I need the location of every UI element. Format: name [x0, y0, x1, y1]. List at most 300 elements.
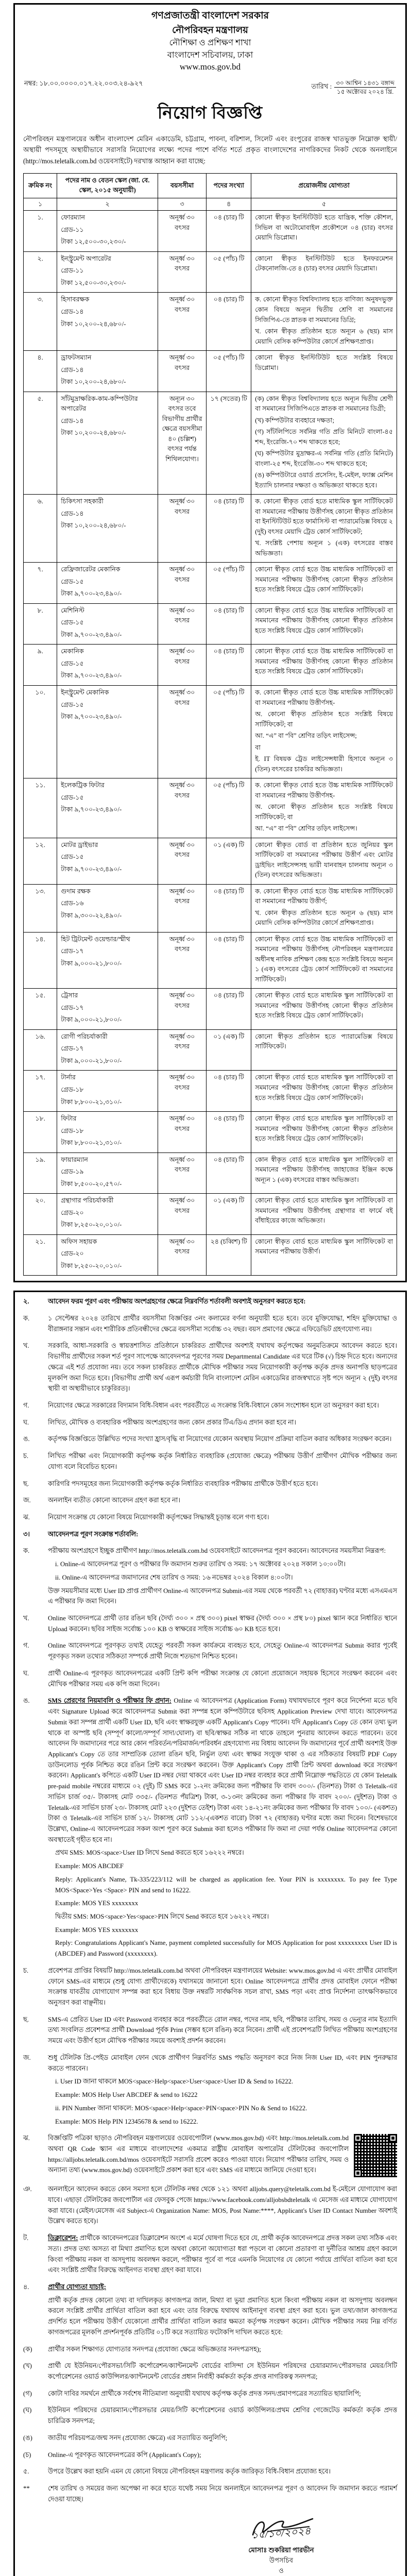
- serial-cell: ১৪.: [24, 932, 57, 989]
- table-row: [24, 838, 397, 884]
- table-row: [24, 778, 397, 838]
- table-row: [24, 293, 397, 351]
- condition-label: (গ): [23, 2388, 48, 2402]
- serial-cell: ৫.: [24, 392, 57, 495]
- condition-label: ঝ.: [23, 1512, 48, 1526]
- condition-paragraph: [48, 2282, 397, 2293]
- condition-paragraph: প্রবেশপত্র প্রাপ্তির বিষয়টি http://mos.teletalk.com.bd অথবা নৌপরিবহন মন্ত্রণালয়ের Website: www.mos.gov.bd এ এবং প্রার্থীর মোবাইল ফোনে SMS-এর মাধ্যমে (শুধু যোগ্য প্রার্থীদেরকে) যথাসময়ে জানানো হবে। Online আবেদনপত্রে প্রার্থীর প্রদত্ত মোবাইল ফোনে পরীক্ষা সংক্রান্ত যাবতীয় যোগাযোগ সম্পন্ন করা হবে বিধায় উক্ত নম্বরটি সার্বক্ষণিক সচল রাখা, SMS পড়া এবং প্রাপ্ত নির্দেশনা তাৎক্ষণিকভাবে অনুসরণ করা বাঞ্ছনীয়।: [48, 1965, 397, 2008]
- post-count-cell: ০৫ (পাঁচ) টি: [207, 351, 251, 392]
- condition-text: [48, 1400, 397, 1414]
- condition-paragraph: Online আবেদনপত্রে পূরণকৃত তথ্যই যেহেতু পরবর্তী সকল কার্যক্রমে ব্যবহৃত হবে, সেহেতু Online-এ আবেদনপত্র Submit করার পূর্বেই পূরণকৃত সকল তথ্যের সঠিকতা সম্পর্কে প্রার্থী নিজে শতভাগ নিশ্চিত হবেন।: [48, 1640, 397, 1662]
- condition-item: [23, 2450, 397, 2463]
- serial-cell: ২১.: [24, 1234, 57, 1276]
- condition-item: [23, 2483, 397, 2507]
- age-limit-cell: অনূর্ধ্ব ৩০ বৎসর: [158, 211, 207, 252]
- condition-label: **: [23, 2483, 48, 2507]
- condition-label: গ.: [23, 1400, 48, 1414]
- post-count-cell: ০৪ (চার) টি: [207, 1153, 251, 1194]
- condition-label: জ.: [23, 1495, 48, 1509]
- signatory-designation: উপসচিব: [181, 2555, 382, 2566]
- condition-label: (ঘ): [23, 2405, 48, 2429]
- post-count-cell: ০৪ (চার) টি: [207, 884, 251, 932]
- condition-item: [23, 1640, 397, 1664]
- condition-item: [23, 2133, 397, 2180]
- condition-paragraph: ii. PIN Number জানা থাকলে: MOS<space>Help<space>PIN<space>PIN No & Send to 16222.: [48, 2103, 397, 2114]
- branch-name: নৌশিক্ষা ও প্রশিক্ষণ শাখা: [23, 37, 397, 49]
- condition-paragraph: ডিক্লারেশন: প্রার্থীকে আবেদনপত্রের ডিক্লারেশন অংশে এ মর্মে ঘোষণা দিতে হবে যে, প্রার্থী কর্তৃক আবেদনপত্রে প্রদত্ত সকল তথ্য সঠিক এবং সত্য। প্রদত্ত তথ্য অসত্য বা মিথ্যা প্রমাণিত হলে অথবা কোনো অযোগ্যতা ধরা পড়লে বা কোনো প্রতারণা বা দুর্নীতির আশ্রয় গ্রহণ করলে কিংবা পরীক্ষায় নকল বা অসদুপায় অবলম্বন করলে, পরীক্ষার পূর্বে বা পরে এমনকি নিয়োগের যে কোনো পর্যায়ে প্রার্থিতা বাতিল করা হবে এবং সংশ্লিষ্ট প্রার্থীর বিরুদ্ধে আইনগত ব্যবস্থা গ্রহণ করা যাবে।: [48, 2233, 397, 2276]
- table-row: [24, 211, 397, 252]
- column-header: পদের নাম ও বেতন স্কেল (জা. বে. স্কেল, ২০১৫ অনুযায়ী): [57, 173, 158, 198]
- table-row: [24, 1234, 397, 1276]
- condition-label: ঞ.: [23, 2184, 48, 2229]
- post-count-cell: ০৪ (চার) টি: [207, 495, 251, 563]
- condition-text: [48, 2405, 397, 2429]
- condition-text: [48, 1965, 397, 2011]
- qualification-cell: কোনো স্বীকৃত ইনস্টিটিউট হতে ইনফরমেশন টেকনোলজি-তে ৪ (চার) বৎসর মেয়াদি ডিপ্লোমা।: [251, 251, 397, 293]
- condition-label: ক.: [23, 1313, 48, 1337]
- condition-label: ক.: [23, 1546, 48, 1609]
- condition-text: [48, 1640, 397, 1664]
- qualification-cell: কোনো স্বীকৃত ইনস্টিটিউট হতে সংশ্লিষ্ট বিষয়ে ডিপ্লোমা।: [251, 351, 397, 392]
- table-row: [24, 1194, 397, 1235]
- post-count-cell: ০৪ (চার) টি: [207, 989, 251, 1030]
- condition-text: [48, 2184, 397, 2229]
- condition-text: [48, 2053, 397, 2129]
- condition-paragraph: Example: MOS YES xxxxxxxx: [48, 1898, 397, 1909]
- condition-paragraph: সরকারি, আধা-সরকারি ও স্বায়ত্তশাসিত প্রতিষ্ঠানে চাকরিরত প্রার্থীদের অবশ্যই যথাযথ কর্তৃপক্ষের অনুমতিক্রমে আবেদন করতে হবে। বিভাগীয় প্রার্থীদের সকল শর্ত পূরণ সাপেক্ষে আবেদনপত্র পূরণের সময় Departmental Candidate এর ঘরে টিক (√) চিহ্ন দিতে হবে। অন্যদের ক্ষেত্রে এই শর্ত প্রযোজ্য নয়। তবে সকল চাকরিরত প্রার্থীকে মৌখিক পরীক্ষার সময় নিয়োগকারী কর্তৃপক্ষ কর্তৃক প্রদত্ত অনাপত্তি ছাড়পত্রের মূলকপি জমা দিতে হবে। [বিভাগীয় প্রার্থী অর্থ এরূপ কর্মচারী যিনি বাংলাদেশ মেরিন একাডেমির রাজস্বখাতে সৃষ্ট পদে অন্যূন ২ (দুই) বৎসর স্থায়ী বা অস্থায়ীভাবে চাকুরিরত]।: [48, 1341, 397, 1394]
- condition-item: [23, 1529, 397, 1543]
- condition-label: ৩।: [23, 1529, 48, 1543]
- condition-item: [23, 1495, 397, 1509]
- qualification-cell: কোনো স্বীকৃত বোর্ড হতে উচ্চ মাধ্যমিক সার্টিফিকেট বা সমমানের পরীক্ষায় উত্তীর্ণসহ কোনো স্বীকৃত প্রতিষ্ঠান হতে সংশ্লিষ্ট বিষয়ে ট্রেড কোর্স সার্টিফিকেট।: [251, 645, 397, 686]
- serial-cell: ১৬.: [24, 1029, 57, 1071]
- table-row: [24, 989, 397, 1030]
- post-count-cell: ১৭ (সতের) টি: [207, 392, 251, 495]
- condition-text: [48, 1451, 397, 1475]
- age-limit-cell: অন্যূন ৩০ বৎসর তবে বিভাগীয় প্রার্থীর ক্ষেত্রে বয়সসীমা ৪০ (চল্লিশ) বৎসর পর্যন্ত শিথিলযোগ্য।: [158, 392, 207, 495]
- condition-paragraph: কারিগরি পদসমূহের জন্য নিয়োগকারী কর্তৃপক্ষ কর্তৃক নির্ধারিত ব্যবহারিক পরীক্ষায় প্রার্থীকে উত্তীর্ণ হতে হবে।: [48, 1479, 397, 1489]
- qualification-cell: কোনো স্বীকৃত বোর্ড বা প্রতিষ্ঠান হতে জুনিয়র স্কুল সার্টিফিকেট বা সমমানের পরীক্ষায় উত্তীর্ণ এবং মোটর ড্রাইভিং লাইসেন্সসহ ভারী যানবাহন চালনায় অন্যূন ৩ (তিন) বৎসরের অভিজ্ঞতা।: [251, 838, 397, 884]
- condition-item: [23, 2282, 397, 2341]
- secretariat-name: বাংলাদেশ সচিবালয়, ঢাকা: [23, 49, 397, 61]
- condition-paragraph: প্রার্থী যে ইউনিয়ন/পৌরসভা/সিটি কর্পোরেশন/ক্যান্টনমেন্ট বোর্ডের বাসিন্দা সে ইউনিয়ন পরিষদের চেয়ারম্যান/পৌরসভার মেয়র/সিটি কর্পোরেশনের ওয়ার্ড কাউন্সিলর/ক্যান্টনমেন্ট বোর্ডের প্রধান নির্বাহী কর্মকর্তা কর্তৃক প্রদত্ত নাগরিকত্ব সনদপত্র;: [48, 2361, 397, 2382]
- condition-text: [48, 2483, 397, 2507]
- condition-paragraph: প্রথম SMS: MOS<space>User ID লিখে Send করতে হবে ১৬২২২ নম্বরে।: [48, 1848, 397, 1858]
- column-number: ২: [57, 198, 158, 211]
- condition-item: [23, 2466, 397, 2480]
- memo-date: [311, 79, 396, 96]
- table-row: [24, 495, 397, 563]
- age-limit-cell: অনূর্ধ্ব ৩০ বৎসর: [158, 838, 207, 884]
- condition-paragraph: জাতীয় পরিচয়পত্র/জন্ম সনদ (প্রযোজ্য ক্ষেত্রে) এর সত্যায়িত অনুলিপি;: [48, 2433, 397, 2444]
- qualification-cell: কোনো স্বীকৃত বোর্ড হতে মাধ্যমিক স্কুল সার্টিফিকেট বা সমমানের পরীক্ষায় উত্তীর্ণসহ কোনো স্বীকৃত প্রতিষ্ঠান হতে সংশ্লিষ্ট বিষয়ে ট্রেড কোর্স সার্টিফিকেট।: [251, 1071, 397, 1112]
- condition-item: [23, 1341, 397, 1397]
- condition-paragraph: প্রার্থী Online-এ পূরণকৃত আবেদনপত্রের একটি প্রিন্ট কপি পরীক্ষা সংক্রান্ত যে কোনো প্রয়োজনে সহায়ক হিসেবে সংরক্ষণ করবেন এবং মৌখিক পরীক্ষার সময় এক কপি জমা দিবেন।: [48, 1668, 397, 1689]
- post-name-cell: ড্রাফটসম্যান গ্রেড-১৪ টাকা ১০,২০০-২৪,৬৮০/-: [57, 351, 158, 392]
- condition-paragraph: প্রার্থী কর্তৃক প্রদত্ত কোনো তথ্য বা দাখিলকৃত কাগজপত্র জাল, মিথ্যা বা ভুয়া প্রমাণিত হলে কিংবা পরীক্ষায় নকল বা অসদুপায় অবলম্বন করলে সংশ্লিষ্ট প্রার্থীর প্রার্থিতা বাতিল করা হবে এবং তার বিরুদ্ধে যথাযথ আইনানুগ ব্যবস্থা গ্রহণ করা হবে। ভুল তথ্য/জাল কাগজপত্র প্রদর্শিত হলে পরীক্ষায় উত্তীর্ণ যেকোনো প্রার্থীর প্রার্থিতা বাতিল করার ক্ষমতা কর্তৃপক্ষ সংরক্ষণ করেন। মৌখিক পরীক্ষার সময় নিম্ন বর্ণিত কাগজপত্রের মূলকপি প্রদর্শনপূর্বক প্রতিটির ০১টি করে সত্যায়িত ফটোকপি দাখিল করতে হবে:: [48, 2295, 397, 2338]
- age-limit-cell: অনূর্ধ্ব ৩০ বৎসর: [158, 932, 207, 989]
- condition-paragraph: Example: MOS ABCDEF: [48, 1861, 397, 1872]
- post-count-cell: ০৫ (পাঁচ) টি: [207, 563, 251, 604]
- column-number: ৫: [251, 198, 397, 211]
- condition-paragraph: আবেদনপত্র পূরণ সংক্রান্ত শর্তাবলি:: [48, 1529, 397, 1540]
- condition-label: (ঙ): [23, 2433, 48, 2446]
- upper-frame: [13, 3, 407, 1282]
- post-name-cell: হিসাবরক্ষক গ্রেড-১৪ টাকা ১০,২০০-২৪,৬৮০/-: [57, 293, 158, 351]
- condition-text: [48, 1341, 397, 1397]
- condition-text: [48, 1529, 397, 1543]
- column-header: বয়সসীমা: [158, 173, 207, 198]
- signatory-name: মোসাঃ শুকরিয়া পারভীন: [181, 2545, 382, 2555]
- serial-cell: ২.: [24, 251, 57, 293]
- post-name-cell: টার্নার গ্রেড-১৮ টাকা ৮,৮০০-২১,৩১০/-: [57, 1071, 158, 1112]
- qualification-cell: ক. কোনো স্বীকৃত বিশ্ববিদ্যালয় হতে বাণিজ্য অনুষদভুক্ত কোন বিষয়ে অন্যূন দ্বিতীয় শ্রেণি বা সমমানের সিজিপিএ-তে স্নাতক বা সমমানের ডিগ্রি; খ. কোন স্বীকৃত প্রতিষ্ঠান হতে অন্যূন ৬ (ছয়) মাস মেয়াদি বেসিক কম্পিউটার কোর্সে প্রশিক্ষণপ্রাপ্ত।: [251, 293, 397, 351]
- column-number-row: [24, 198, 397, 211]
- post-name-cell: মেশিনিস্ট গ্রেড-১৫ টাকা ৯,৭০০-২৩,৪৯০/-: [57, 603, 158, 645]
- condition-paragraph: দ্বিতীয় SMS: MOS<space>Yes<space>PIN লিখে Send করতে হবে ১৬২২২ নম্বরে।: [48, 1911, 397, 1922]
- condition-text: [48, 2450, 397, 2463]
- post-name-cell: সাঁটমুদ্রাক্ষরিক-কাম-কম্পিউটার অপারেটর গ্রেড-১৪ টাকা ১০,২০০-২৪,৬৮০/-: [57, 392, 158, 495]
- table-row: [24, 645, 397, 686]
- condition-item: [23, 1668, 397, 1692]
- post-count-cell: ০১ (এক) টি: [207, 1029, 251, 1071]
- condition-label: (ক): [23, 2344, 48, 2358]
- condition-paragraph: বিজ্ঞপ্তিটি পত্রিকা ছাড়াও নৌপরিবহন মন্ত্রণালয়ের ওয়েবপোর্টাল (www.mos.gov.bd) এবং http://mos.teletalk.com.bd অথবা QR Code স্ক্যান এর মাধ্যমে বাংলাদেশের একমাত্র রাষ্ট্রীয় মোবাইল অপারেটর টেলিটকের জবপোর্টাল https://alljobs.teletalk.com.bd/mos ওয়েবসাইটে সরাসরি প্রবেশ করেও পাওয়া যাবে। নিয়োগ পরীক্ষার তারিখ, সময় ও অন্যান্য তথ্য (www.mos.gov.bd) ওয়েবসাইটে প্রকাশ করা হবে এবং SMS এর মাধ্যমে জানিয়ে দেওয়া হবে।: [48, 2133, 397, 2176]
- serial-cell: ১৮.: [24, 1112, 57, 1153]
- signature-block: [181, 2514, 382, 2576]
- serial-cell: ১৭.: [24, 1071, 57, 1112]
- condition-item: [23, 2053, 397, 2129]
- qualification-cell: ক. কোনো স্বীকৃত বোর্ড হতে মাধ্যমিক স্কুল সার্টিফিকেট বা সমমানের পরীক্ষায় উত্তীর্ণসহ কোনো স্বীকৃত প্রতিষ্ঠান বা ইনস্টিটিউট হতে ফার্মাসিস্ট বা প্যারামেডিক্স বিষয়ে ২ (দুই) বৎসর মেয়াদি ট্রেড কোর্স সার্টিফিকেট; খ. সংশ্লিষ্ট পেশায় অন্যূন ১ (এক) বৎসরের বাস্তব অভিজ্ঞতা।: [251, 495, 397, 563]
- condition-label: ঙ.: [23, 1696, 48, 1962]
- condition-lead: ডিক্লারেশন:: [48, 2234, 78, 2242]
- condition-label: (চ): [23, 2450, 48, 2463]
- memo-number: নম্বর: ১৮.০০.০০০০.০১৭.২২.০০৩.২৪-৯২৭: [24, 79, 143, 90]
- condition-label: ট.: [23, 2233, 48, 2278]
- condition-paragraph: উক্ত সময়সীমার মধ্যে User ID প্রাপ্ত প্রার্থীগণ Online-এ আবেদনপত্র Submit-এর সময় থেকে পরবর্তী ৭২ (বাহাত্তর) ঘণ্টার মধ্যে এসএমএস এ পরীক্ষার ফি জমা দিবেন।: [48, 1586, 397, 1607]
- column-header: ক্রমিক নং: [24, 173, 57, 198]
- qualification-cell: কোনো স্বীকৃত বোর্ড হতে মাধ্যমিক স্কুল সার্টিফিকেট বা সমমানের পরীক্ষায় উত্তীর্ণসহ গ্রন্থাগার বা ফার্মে বই বাঁধাইয়ের কাজে অভিজ্ঞতা।: [251, 1194, 397, 1235]
- date-fraction: [334, 79, 396, 96]
- post-count-cell: ০৪ (চার) টি: [207, 1112, 251, 1153]
- condition-paragraph: নিয়োগ সংক্রান্ত যে কোনো বিষয়ে নিয়োগকারী কর্তৃপক্ষের সিদ্ধান্তই চূড়ান্ত বলে গণ্য হবে।: [48, 1512, 397, 1523]
- serial-cell: ২০.: [24, 1194, 57, 1235]
- condition-text: [48, 2233, 397, 2278]
- serial-cell: ৯.: [24, 645, 57, 686]
- column-number: ৪: [207, 198, 251, 211]
- qualification-cell: ক. কোনো স্বীকৃত বোর্ড হতে উচ্চ মাধ্যমিক সার্টিফিকেট বা সমমানের পরীক্ষায় উত্তীর্ণ; খ. কোন স্বীকৃত প্রতিষ্ঠান হতে অন্যূন ৬ (ছয়) মাস মেয়াদি বেসিক কম্পিউটার কোর্সে প্রশিক্ষণপ্রাপ্ত।: [251, 884, 397, 932]
- post-name-cell: গ্রন্থাগার পরিচর্যাকারী গ্রেড-২০ টাকা ৮,২৫০-২০,০১০/-: [57, 1194, 158, 1235]
- qualification-cell: কোন স্বীকৃত বোর্ড হতে মাধ্যমিক স্কুল সার্টিফিকেট বা সমমানের পরীক্ষায় উত্তীর্ণসহ জাহাজের ইঞ্জিন কক্ষে অন্যূন ১ (এক) বৎসরের বাস্তব অভিজ্ঞতা।: [251, 1153, 397, 1194]
- serial-cell: ১৫.: [24, 989, 57, 1030]
- post-name-cell: অফিস সহায়ক গ্রেড-২০ টাকা ৮,২৫০-২০,০১০/-: [57, 1234, 158, 1276]
- post-count-cell: ০৪ (চার) টি: [207, 211, 251, 252]
- signature-date: ১৫/১০/২০২৪: [180, 2519, 382, 2548]
- condition-paragraph: পরীক্ষায় অংশগ্রহণে ইচ্ছুক প্রার্থীগণ http://mos.teletalk.com.bd ওয়েবসাইটে আবেদনপত্র পূরণ করবেন। আবেদনের সময়সীমা নিম্নরূপ:: [48, 1546, 397, 1556]
- post-count-cell: ০১ (এক) টি: [207, 1194, 251, 1235]
- condition-item: [23, 1479, 397, 1492]
- table-row: [24, 1153, 397, 1194]
- condition-lead: SMS প্রেরণের নিয়মাবলি ও পরীক্ষার ফি প্রদান:: [48, 1697, 171, 1704]
- condition-paragraph: ১ সেপ্টেম্বর ২০২৪ তারিখে প্রার্থীর বয়সসীমা বিজ্ঞপ্তির ৩নং কলামের বর্ণনা অনুযায়ী হতে হবে। তবে মুক্তিযোদ্ধা, শহিদ মুক্তিযোদ্ধা ও বীরাঙ্গনার সন্তান এবং শারীরিক প্রতিবন্ধীদের ক্ষেত্রে বয়সসীমা সর্বোচ্চ ৩২ বছর। বয়স প্রমাণের ক্ষেত্রে এফিডেভিট গ্রহণযোগ্য নয়।: [48, 1313, 397, 1334]
- condition-text: [48, 1668, 397, 1692]
- post-count-cell: ০৪ (চার) টি: [207, 645, 251, 686]
- condition-label: ২.: [23, 1296, 48, 1310]
- post-name-cell: ফোরম্যান গ্রেড-১১ টাকা ১২,৫০০-৩০,২৩০/-: [57, 211, 158, 252]
- condition-text: [48, 1434, 397, 1447]
- condition-item: [23, 1965, 397, 2011]
- table-row: [24, 1112, 397, 1153]
- qualification-cell: (ক) কোন স্বীকৃত বিশ্ববিদ্যালয় হতে অন্যূন দ্বিতীয় শ্রেণী বা সমমানের সিজিপিএতে স্নাতক বা সমমানের ডিগ্রী; (খ) কম্পিউটার ব্যবহারে দক্ষতা; (গ) সাঁটলিপিতে সর্বনিম্ন গতি প্রতি মিনিটে বাংলা-৪৫ শব্দ, ইংরেজি-৭০ শব্দ থাকতে হবে; (ঘ) কম্পিউটার মুদ্রাক্ষর-এ সর্বনিম্ন গতি (প্রতি মিনিটে) বাংলা-২৫ শব্দ, ইংরেজি-৩০ শব্দ থাকতে হবে; (ঙ) কম্পিউটারে ওয়ার্ড প্রসেসিং, ই-মেইল, ফ্যাক্স মেশিন ইত্যাদি চালনার দক্ষতা ও অভিজ্ঞতা থাকতে হবে।: [251, 392, 397, 495]
- qr-finder-square: [354, 2134, 362, 2142]
- serial-cell: ৩.: [24, 293, 57, 351]
- table-header-row: [24, 173, 397, 198]
- qualification-cell: কোনো স্বীকৃত বোর্ড হতে মাধ্যমিক স্কুল সার্টিফিকেট বা সমমানের পরীক্ষায় উত্তীর্ণসহ কোনো স্বীকৃত প্রতিষ্ঠান হতে সংশ্লিষ্ট বিষয়ে ট্রেড কোর্স সার্টিফিকেট।: [251, 1112, 397, 1153]
- condition-item: [23, 1451, 397, 1475]
- table-row: [24, 251, 397, 293]
- condition-text: [48, 2433, 397, 2446]
- post-count-cell: ০৪ (চার) টি: [207, 1071, 251, 1112]
- table-row: [24, 884, 397, 932]
- ministry-name: নৌপরিবহন মন্ত্রণালয়: [23, 23, 397, 37]
- post-count-cell: ০৫ (পাঁচ) টি: [207, 251, 251, 293]
- serial-cell: ৭.: [24, 563, 57, 604]
- age-limit-cell: অনূর্ধ্ব ৩০ বৎসর: [158, 1153, 207, 1194]
- qualification-cell: ক. কোনো স্বীকৃত বোর্ড হতে উচ্চ মাধ্যমিক সার্টিফিকেট বা সমমানের পরীক্ষায় উত্তীর্ণসহ- অ. কোনো স্বীকৃত প্রতিষ্ঠান হতে সংশ্লিষ্ট বিষয়ে সার্টিফিকেট; বা আ. “এ” বা “বি” শ্রেণির তড়িৎ লাইসেন্স।: [251, 778, 397, 838]
- condition-paragraph: কর্তৃপক্ষ বিজ্ঞপ্তিতে উল্লিখিত পদের সংখ্যা হ্রাস/বৃদ্ধি বা নিয়োগের যেকোন অবস্থায় নিয়োগ প্রক্রিয়া বাতিল করার অধিকার সংরক্ষণ করেন।: [48, 1434, 397, 1445]
- age-limit-cell: অনূর্ধ্ব ৩০ বৎসর: [158, 603, 207, 645]
- condition-item: [23, 2388, 397, 2402]
- qualification-cell: কোনো স্বীকৃত বোর্ড হতে উচ্চ মাধ্যমিক সার্টিফিকেট বা সমমানের পরীক্ষায় উত্তীর্ণসহ কোনো স্বীকৃত প্রতিষ্ঠান হতে সংশ্লিষ্ট বিষয়ে ট্রেড কোর্স সার্টিফিকেট।: [251, 563, 397, 604]
- qualification-cell: কোনো স্বীকৃত বোর্ড হতে উচ্চ মাধ্যমিক সার্টিফিকেট বা সমমানের পরীক্ষায় উত্তীর্ণসহ কোনো স্বীকৃত প্রতিষ্ঠান হতে সংশ্লিষ্ট বিষয়ে ট্রেড কোর্স সার্টিফিকেট।: [251, 603, 397, 645]
- conditions-frame: [13, 1291, 407, 2576]
- condition-paragraph: Example: MOS Help PIN 12345678 & send to 16222.: [48, 2116, 397, 2127]
- condition-item: [23, 1400, 397, 1414]
- memo-row: [24, 79, 396, 96]
- condition-item: [23, 1696, 397, 1962]
- post-name-cell: চিকিৎসা সহকারী গ্রেড-১৪ টাকা ১০,২০০-২৪,৬৮০/-: [57, 495, 158, 563]
- post-name-cell: মেকানিক গ্রেড-১৫ টাকা ৯,৭০০-২৩,৪৯০/-: [57, 645, 158, 686]
- condition-paragraph: Reply: Applicant's Name, Tk-335/223/112 will be charged as application fee. Your PIN is xxxxxxxx. To pay fee Type MOS<Space>Yes <Space> PIN and send to 16222.: [48, 1874, 397, 1895]
- condition-text: [48, 2361, 397, 2384]
- condition-paragraph: নিয়োগের ক্ষেত্রে সরকারের বিদ্যমান বিধি-বিধান এবং পরবর্তীতে এ সংক্রান্ত বিধি-বিধানে কোন সংশোধন হলে তা অনুসরণ করা হবে।: [48, 1400, 397, 1411]
- table-row: [24, 1071, 397, 1112]
- post-count-cell: ০৫ (পাঁচ) টি: [207, 685, 251, 778]
- age-limit-cell: অনূর্ধ্ব ৩০ বৎসর: [158, 293, 207, 351]
- condition-label: ৪.: [23, 2282, 48, 2341]
- post-name-cell: ইলেকট্রিক ফিটার গ্রেড-১৫ টাকা ৯,৭০০-২৩,৪৯০/-: [57, 778, 158, 838]
- condition-item: [23, 1546, 397, 1609]
- condition-item: [23, 1417, 397, 1431]
- condition-text: [48, 2344, 397, 2358]
- qr-code: [354, 2134, 397, 2177]
- table-row: [24, 1029, 397, 1071]
- post-name-cell: ইনস্ট্রুমেন্ট মেকানিক গ্রেড-১৫ টাকা ৯,৭০০-২৩,৪৯০/-: [57, 685, 158, 778]
- condition-item: [23, 2361, 397, 2384]
- date-bangla: ৩০ আশ্বিন ১৪৩১ বঙ্গাব্দ: [334, 79, 396, 88]
- post-name-cell: রোগী পরিচর্যাকারী গ্রেড-১৭ টাকা ৯,০০০-২১,৮০০/-: [57, 1029, 158, 1071]
- serial-cell: ১০.: [24, 685, 57, 778]
- condition-paragraph: আবেদন ফরম পূরণ এবং পরীক্ষায় অংশগ্রহণের ক্ষেত্রে নিম্নবর্ণিত শর্তাবলী অবশ্যই অনুসরণ করতে হবে:: [48, 1296, 397, 1307]
- table-row: [24, 685, 397, 778]
- condition-paragraph: অনলাইন ব্যতীত কোনো আবেদন গ্রহণ করা হবে না।: [48, 1495, 397, 1506]
- condition-label: চ.: [23, 1965, 48, 2011]
- post-name-cell: ফিটার গ্রেড-১৮ টাকা ৮,৮০০-২১,৩১০/-: [57, 1112, 158, 1153]
- table-row: [24, 563, 397, 604]
- govt-name: গণপ্রজাতন্ত্রী বাংলাদেশ সরকার: [23, 9, 397, 23]
- age-limit-cell: অনূর্ধ্ব ৩০ বৎসর: [158, 778, 207, 838]
- age-limit-cell: অনূর্ধ্ব ৩০ বৎসর: [158, 989, 207, 1030]
- condition-paragraph: প্রার্থীর সকল শিক্ষাগত যোগ্যতার সনদপত্র (প্রযোজ্য ক্ষেত্রে অভিজ্ঞতার সনদপত্রসহ);: [48, 2344, 397, 2355]
- condition-lead: প্রার্থীর যোগ্যতা যাচাই:: [48, 2283, 106, 2291]
- condition-label: গ.: [23, 1640, 48, 1664]
- condition-item: [23, 1434, 397, 1447]
- condition-label: জ.: [23, 2053, 48, 2129]
- column-number: ১: [24, 198, 57, 211]
- condition-text: [48, 1495, 397, 1509]
- age-limit-cell: অনূর্ধ্ব ৩০ বৎসর: [158, 1234, 207, 1276]
- ministry-website-link[interactable]: www.mos.gov.bd: [23, 61, 397, 74]
- column-header: পদের সংখ্যা: [207, 173, 251, 198]
- post-name-cell: গুদাম রক্ষক গ্রেড-১৬ টাকা ৯,৩০০-২২,৪৯০/-: [57, 884, 158, 932]
- table-row: [24, 603, 397, 645]
- condition-label: খ.: [23, 1613, 48, 1637]
- age-limit-cell: অনূর্ধ্ব ৩০ বৎসর: [158, 884, 207, 932]
- condition-paragraph: SMS প্রেরণের নিয়মাবলি ও পরীক্ষার ফি প্রদান: Online এ আবেদনপত্র (Application Form) যথাযথভাবে পূরণ করে নির্দেশনা মতে ছবি এবং Signature Upload করে আবেদনপত্র Submit করা সম্পন্ন হলে কম্পিউটারে ছবিসহ Application Preview দেখা যাবে। আবেদনপত্র Submit করা সম্পন্ন প্রার্থী একটি User ID, ছবি এবং স্বাক্ষরযুক্ত একটি Applicant's Copy পাবেন। যদি Applicant's Copy তে কোন তথ্য ভুল থাকে বা অস্পষ্ট ছবি (সম্পূর্ণ কালো/সম্পূর্ণ সাদা/ঘোলা) বা ছবি/স্বাক্ষর সঠিক না থাকে তাহলে পুনরায় আবেদন করতে পারবেন। তবে আবেদন ফি জমাদানের পরে আর কোন পরিবর্তন/পরিমার্জন/পরিবর্ধন গ্রহণযোগ্য নয় বিধায় আবেদন ফি জমাদানের পূর্বে প্রার্থী অবশ্যই উক্ত Applicant's Copy তে তার সাম্প্রতিক তোলা রঙিন ছবি, নির্ভুল তথ্য এবং স্বাক্ষর সংযুক্ত থাকা ও এর সঠিকতার বিষয়টি PDF Copy ডাউনলোড পূর্বক নিশ্চিত করে রঙিন প্রিন্ট করে সংরক্ষণ করবেন। উক্ত Applicant's Copy প্রার্থী প্রিন্ট অথবা download করে সংরক্ষণ করবেন। Applicant's কপিতে একটি User ID নম্বর দেয়া থাকবে এবং User ID নম্বর ব্যবহার করে প্রার্থী নিম্নোক্ত পদ্ধতিতে যে কোন Teletalk pre-paid mobile নম্বরের মাধ্যমে ০২ (দুই) টি SMS করে ১-২নং ক্রমিকের জন্য পরীক্ষার ফি বাবদ ৩০০/- (তিনশত) টাকা ও Teletalk-এর সার্ভিস চার্জ ৩৫/- টাকাসহ মোট ৩৩৫/- (তিনশত পঁয়ত্রিশ) টাকা, ৩-১৩নং ক্রমিকের জন্য পরীক্ষার ফি বাবদ ২০০/- (দুইশত) টাকা ও Teletalk-এর সার্ভিস চার্জ ২৩/- টাকাসহ মোট ২২৩ (দুইশত তেইশ) টাকা এবং ১৪-২১নং ক্রমিকের জন্য পরীক্ষার ফি বাবদ ১০০/- (একশত) টাকা ও Teletalk-এর সার্ভিস চার্জ ১২/- টাকাসহ মোট ১১২/-(একশত বারো) টাকা ৭২ (বাহাত্তর) ঘণ্টার মধ্যে জমা দিবেন। বিশেষভাবে উল্লেখ্য, Online-এ আবেদনপত্রের সকল অংশ পূরণ করে Submit করা হলেও পরীক্ষার ফি জমা না দেয়া পর্যন্ত Online আবেদনপত্র কোনো অবস্থাতেই গৃহীত হবে না।: [48, 1696, 397, 1845]
- post-name-cell: হিট ট্রিটমেন্ট ওয়েল্ডার/স্মীথ গ্রেড-১৭ টাকা ৯,০০০-২১,৮০০/-: [57, 932, 158, 989]
- age-limit-cell: অনূর্ধ্ব ৩০ বৎসর: [158, 645, 207, 686]
- condition-paragraph: Example: MOS YES xxxxxxxx: [48, 1925, 397, 1936]
- serial-cell: ৪.: [24, 351, 57, 392]
- condition-paragraph: অনলাইনে আবেদন করতে কোন সমস্যা হলে টেলিটক নম্বর থেকে ১২১ অথবা alljobs.query@teletalk.com.bd ই-মেইলে যোগাযোগ করা যাবে। এছাড়া টেলিটকের জবপোর্টাল এর ফেসবুক পেজে https://www.facebook.com/alljobsbdteletalk এ মেসেজ এর মাধ্যমে যোগাযোগ করা যাবে। (মেইল/মেসেজ এর Subject-এ Organization Name: MOS, Post Name:****, Applicant's User ID Contact Number অবশ্যই উল্লেখ করতে হবে)।: [48, 2184, 397, 2227]
- post-count-cell: ০৫ (পাঁচ) টি: [207, 778, 251, 838]
- age-limit-cell: অনূর্ধ্ব ৩০ বৎসর: [158, 1194, 207, 1235]
- qr-finder-square: [389, 2134, 397, 2142]
- condition-text: [48, 2388, 397, 2402]
- table-row: [24, 392, 397, 495]
- qualification-cell: কোনো স্বীকৃত বোর্ড হতে উচ্চ মাধ্যমিক সার্টিফিকেট বা সমমানের পরীক্ষায় উত্তীর্ণসহ নৌপরিবহন মন্ত্রণালয়ের অধীনস্থ নাবিক প্রশিক্ষণ কেন্দ্র হতে সংশ্লিষ্ট বিষয়ে অন্যূন ১ (এক) বৎসরের ট্রেড কোর্স সার্টিফিকেট বা সমমানের সার্টিফিকেট।: [251, 932, 397, 989]
- condition-text: [48, 1296, 397, 1310]
- post-name-cell: ইনস্ট্রুমেন্ট অপারেটর গ্রেড-১১ টাকা ১২,৫০০-৩০,২৩০/-: [57, 251, 158, 293]
- condition-paragraph: Online আবেদনপত্রে প্রার্থী তার রঙিন ছবি (দৈর্ঘ্য ৩০০ × প্রস্থ ৩০০) pixel স্বাক্ষর (দৈর্ঘ্য ৩০০ × প্রস্থ ৮০) pixel স্ক্যান করে নির্ধারিত স্থানে Upload করবেন। ছবির সাইজ সর্বোচ্চ ১০০ KB ও স্বাক্ষরের সাইজ সর্বোচ্চ ৬০ KB হতে হবে।: [48, 1613, 397, 1634]
- condition-item: [23, 2405, 397, 2429]
- condition-paragraph: ii. Online-এ আবেদনপত্র জমাদানের শেষ তারিখ ও সময়: ১৬ নভেম্বর ২০২৪ বিকাল ৪:০০টা।: [48, 1572, 397, 1583]
- condition-item: [23, 1512, 397, 1526]
- condition-text: [48, 1613, 397, 1637]
- condition-text: [48, 2014, 397, 2049]
- condition-paragraph: Online-এ পূরণকৃত আবেদনপত্রের কপি (Applicant's Copy);: [48, 2450, 397, 2461]
- condition-paragraph: ইউনিয়ন পরিষদের চেয়ারম্যান/পৌরসভার মেয়র/সিটি কর্পোরেশনের ওয়ার্ড কাউন্সিলর/প্রথম শ্রেণির গেজেটেড কর্মকর্তা কর্তৃক প্রদত্ত চারিত্রিক সনদপত্র;: [48, 2405, 397, 2426]
- age-limit-cell: অনূর্ধ্ব ৩০ বৎসর: [158, 1029, 207, 1071]
- condition-label: ঝ.: [23, 2133, 48, 2180]
- condition-item: [23, 1613, 397, 1637]
- post-name-cell: ফায়ারম্যান গ্রেড-১৯ টাকা ৮,৫০০-২০,৫৭০/-: [57, 1153, 158, 1194]
- age-limit-cell: অনূর্ধ্ব ৩০ বৎসর: [158, 1071, 207, 1112]
- condition-label: ঘ.: [23, 1417, 48, 1431]
- condition-paragraph: শেষ তারিখ ও সময়ের জন্য অপেক্ষা না করে হাতে যথেষ্ট সময় নিয়ে অনলাইনে আবেদনপত্র পূরণ ও আবেদন ফি জমাদান করতে পরামর্শ দেওয়া যাচ্ছে।: [48, 2483, 397, 2504]
- notice-title: নিয়োগ বিজ্ঞপ্তি: [23, 99, 397, 128]
- condition-item: [23, 2184, 397, 2229]
- condition-text: [48, 1313, 397, 1337]
- serial-cell: ৬.: [24, 495, 57, 563]
- serial-cell: ১৩.: [24, 884, 57, 932]
- condition-text: [48, 1479, 397, 1492]
- condition-text: [48, 1546, 397, 1609]
- qualification-cell: কোনো স্বীকৃত প্রতিষ্ঠান হতে প্যারামেডিক্স বিষয়ে সার্টিফিকেট।: [251, 1029, 397, 1071]
- condition-text: [48, 2466, 397, 2480]
- qr-finder-square: [354, 2169, 362, 2177]
- qualification-cell: কোনো স্বীকৃত ইনস্টিটিউট হতে যান্ত্রিক, শক্তি কৌশল, সিভিল বা অটোমোবাইল প্রকৌশলে ০৪ (চার) বৎসর মেয়াদি ডিপ্লোমা।: [251, 211, 397, 252]
- qualification-cell: কোনো স্বীকৃত বোর্ড হতে মাধ্যমিক স্কুল সার্টিফিকেট বা সমমানের পরীক্ষায় উত্তীর্ণ।: [251, 1234, 397, 1276]
- age-limit-cell: অনূর্ধ্ব ৩০ বৎসর: [158, 251, 207, 293]
- condition-paragraph: Example: MOS Help User ABCDEF & send to 16222: [48, 2090, 397, 2100]
- age-limit-cell: অনূর্ধ্ব ৩০ বৎসর: [158, 495, 207, 563]
- table-row: [24, 932, 397, 989]
- posts-table: [23, 173, 397, 1276]
- condition-item: [23, 2014, 397, 2049]
- condition-text: [48, 1512, 397, 1526]
- condition-item: [23, 2344, 397, 2358]
- condition-paragraph: i. User ID জানা থাকলে MOS<space>Help<space>User<space>User ID & Send to 16222.: [48, 2076, 397, 2087]
- serial-cell: ১.: [24, 211, 57, 252]
- post-count-cell: ২৪ (চব্বিশ) টি: [207, 1234, 251, 1276]
- condition-item: [23, 1296, 397, 1310]
- condition-label: ৫.: [23, 2466, 48, 2480]
- post-name-cell: ট্রেসার গ্রেড-১৭ টাকা ৯,০০০-২১,৮০০/-: [57, 989, 158, 1030]
- qualification-cell: ক. কোনো স্বীকৃত বোর্ড হতে উচ্চ মাধ্যমিক সার্টিফিকেট বা সমমানের পরীক্ষায় উত্তীর্ণসহ- অ. কোনো স্বীকৃত প্রতিষ্ঠান হতে সংশ্লিষ্ট বিষয়ে সার্টিফিকেট; বা আ. “এ” বা “বি” শ্রেণির তড়িৎ লাইসেন্স; বা ই. IT বিষয়ক ট্রেড লাইসেন্সধারী হিসাবে অন্যূন ৩ (তিন) বৎসরের চাকরির অভিজ্ঞতা।: [251, 685, 397, 778]
- condition-paragraph: কোটা দাবির সমর্থনে প্রার্থীকে সর্বশেষ নীতিমালা অনুযায়ী যথাযথ কর্তৃপক্ষ কর্তৃক প্রদত্ত সনদ/প্রমাণপত্রের সত্যায়িত ছায়ালিপি;: [48, 2388, 397, 2399]
- condition-label: (খ): [23, 2361, 48, 2384]
- serial-cell: ১১.: [24, 778, 57, 838]
- condition-label: চ.: [23, 1451, 48, 1475]
- signatory-and: ও: [181, 2566, 382, 2576]
- condition-paragraph: SMS-এ প্রেরিত User ID এবং Password ব্যবহার করে পরবর্তীতে রোল নম্বর, পদের নাম, ছবি, পরীক্ষার তারিখ, সময় ও ভেন্যুর নাম ইত্যাদি তথ্য সংবলিত প্রবেশপত্র প্রার্থী Download পূর্বক Print (সম্ভব হলে রঙিন) করে নিবেন। প্রার্থী এই প্রবেশপত্রটি লিখিত পরীক্ষায় অংশগ্রহণের সময়ে এবং উত্তীর্ণ হলে মৌখিক পরীক্ষার সময়ে অবশ্যই প্রদর্শন করবেন।: [48, 2014, 397, 2046]
- condition-text: [48, 2133, 397, 2180]
- qualification-cell: কোনো স্বীকৃত বোর্ড হতে মাধ্যমিক স্কুল সার্টিফিকেট বা সমমানের পরীক্ষায় উত্তীর্ণসহ কোনো স্বীকৃত প্রতিষ্ঠান হতে সংশ্লিষ্ট বিষয়ে ট্রেড কোর্স সার্টিফিকেট।: [251, 989, 397, 1030]
- post-count-cell: ০৪ (চার) টি: [207, 603, 251, 645]
- condition-label: খ.: [23, 1341, 48, 1397]
- post-count-cell: ০৪ (চার) টি: [207, 932, 251, 989]
- condition-paragraph: Reply: Congratulations Applicant's Name, payment completed successfully for MOS Application for post xxxxxxxxx User ID is (ABCDEF) and Password (xxxxxxxx).: [48, 1938, 397, 1959]
- condition-item: [23, 2233, 397, 2278]
- date-label: তারিখ :: [311, 82, 332, 93]
- serial-cell: ১২.: [24, 838, 57, 884]
- condition-item: [23, 1313, 397, 1337]
- condition-paragraph: লিখিত, মৌখিক ও ব্যবহারিক পরীক্ষায় অংশগ্রহণের জন্য কোন প্রকার টিএ/ডিএ প্রদান করা হবে না।: [48, 1417, 397, 1428]
- condition-label: ঙ.: [23, 1434, 48, 1447]
- post-name-cell: রেফ্রিজারেটর মেকানিক গ্রেড-১৫ টাকা ৯,৭০০-২৩,৪৯০/-: [57, 563, 158, 604]
- post-count-cell: ০৪ (চার) টি: [207, 293, 251, 351]
- post-count-cell: ০১ (এক) টি: [207, 838, 251, 884]
- condition-item: [23, 2433, 397, 2446]
- intro-paragraph: নৌপরিবহন মন্ত্রণালয়ের অধীন বাংলাদেশ মেরিন একাডেমি, চট্টগ্রাম, পাবনা, বরিশাল, সিলেট এবং রংপুরের রাজস্ব খাতভুক্ত নিম্নোক্ত স্থায়ী/অস্থায়ী পদসমূহে অস্থায়ীভাবে সরাসরি নিয়োগের লক্ষ্যে পদের পাশে বর্ণিত শর্তে প্রকৃত বাংলাদেশের নাগরিকদের নিকট থেকে অনলাইনে (http://mos.teletalk.com.bd ওয়েবসাইটে) দরখাস্ত আহ্বান করা যাচ্ছে:: [23, 133, 397, 167]
- condition-paragraph: উপরে উল্লেখ করা হয়নি এমন যে কোনো বিষয়ে নৌপরিবহন মন্ত্রণালয় কর্তৃক জারিকৃত বিধি-বিধান প্রযোজ্য হবে।: [48, 2466, 397, 2477]
- post-name-cell: মোটর ড্রাইভার গ্রেড-১৫ টাকা ৯,৭০০-২৩,৪৯০/-: [57, 838, 158, 884]
- condition-label: ছ.: [23, 1479, 48, 1492]
- conditions-list: [23, 1296, 397, 2507]
- column-header: প্রয়োজনীয় যোগ্যতা: [251, 173, 397, 198]
- condition-label: ছ.: [23, 2014, 48, 2049]
- age-limit-cell: অনূর্ধ্ব ৩০ বৎসর: [158, 563, 207, 604]
- serial-cell: ৮.: [24, 603, 57, 645]
- condition-text: [48, 1417, 397, 1431]
- date-gregorian: ১৫ অক্টোবর ২০২৪ খ্রি.: [334, 88, 396, 96]
- condition-text: [48, 1696, 397, 1962]
- condition-paragraph: শুধু টেলিটক প্রি-পেইড মোবাইল ফোন থেকে প্রার্থীগণ নিম্নবর্ণিত SMS পদ্ধতি অনুসরণ করে নিজ নিজ User ID, এবং PIN পুনরুদ্ধার করতে পারবেন।: [48, 2053, 397, 2074]
- age-limit-cell: অনূর্ধ্ব ৩০ বৎসর: [158, 685, 207, 778]
- serial-cell: ১৯.: [24, 1153, 57, 1194]
- table-row: [24, 351, 397, 392]
